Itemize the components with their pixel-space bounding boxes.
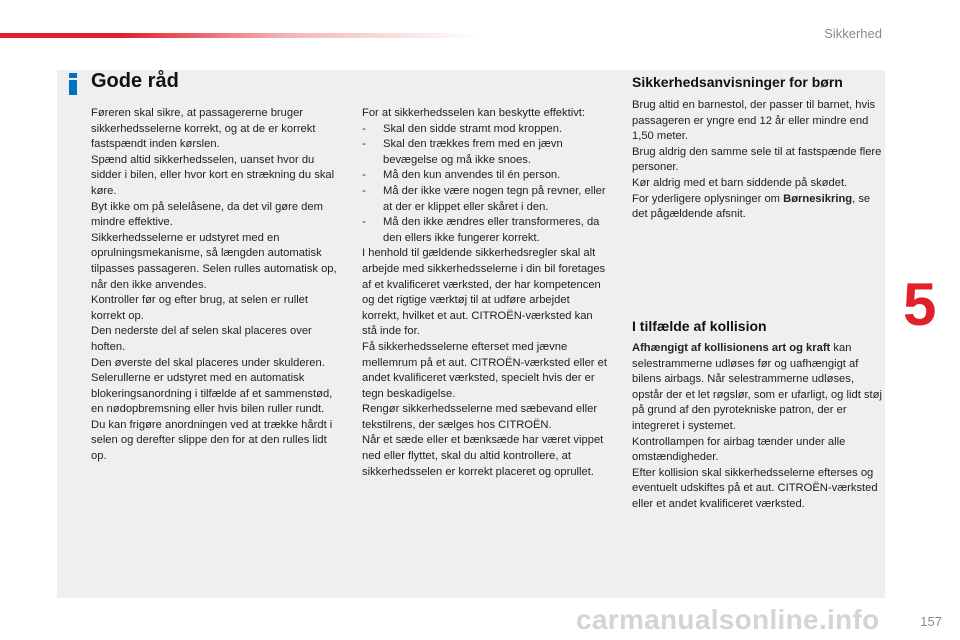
advice-column-2 xyxy=(362,106,608,480)
list-item: - Må den ikke ændres eller transformeres, da den ellers ikke fungerer korrekt. xyxy=(362,216,600,244)
paragraph: Efter kollision skal sikkerhedsselerne efterses og eventuelt udskiftes på et aut. CITROËN-værksted eller et andet kvalificeret værksted. xyxy=(632,466,878,510)
paragraph: Kør aldrig med et barn siddende på skødet. xyxy=(632,176,848,189)
paragraph: I henhold til gældende sikkerhedsregler skal alt arbejde med sikkerhedsselerne i din bil foretages af et kvalificeret værksted, der har kompetencen og det rigtige værktøj til at udføre arbejdet korrekt, hvilket et aut. CITROËN-værksted kan stå inde for. xyxy=(362,247,606,338)
child-safety-link[interactable]: Børnesikring xyxy=(783,192,853,205)
paragraph: Kontroller før og efter brug, at selen er rullet korrekt op. xyxy=(91,294,309,322)
paragraph: Rengør sikkerhedsselerne med sæbevand eller tekstilrens, der sælges hos CITROËN. xyxy=(362,403,598,431)
children-section-body xyxy=(632,98,882,223)
list-item: - Må den kun anvendes til én person. xyxy=(362,169,561,182)
list-item: - Skal den sidde stramt mod kroppen. xyxy=(362,122,563,135)
paragraph: Byt ikke om på selelåsene, da det vil gøre dem mindre effektive. xyxy=(91,200,323,229)
collision-section-body xyxy=(632,341,882,513)
list-item: - Skal den trækkes frem med en jævn bevægelse og må ikke snoes. xyxy=(362,138,563,166)
collision-section-title: I tilfælde af kollision xyxy=(632,318,767,334)
paragraph: Afhængigt af kollisionens art og kraft kan selestrammerne udløses før og uafhængigt af bilens airbags. Når selestrammerne udløses, opstår der et let røgslør, som er ufarligt, og lidt støj på grund af den pyrotekniske patron, der er integreret i systemet. xyxy=(632,342,882,432)
list-item: - Må der ikke være nogen tegn på revner, eller at der er klippet eller skåret i den. xyxy=(362,184,606,213)
info-box-title: Gode råd xyxy=(91,70,179,92)
paragraph: Sikkerhedsselerne er udstyret med en oprulningsmekanisme, så længden automatisk tilpasses passageren. Selen rulles automatisk op, når den ikke anvendes. xyxy=(91,231,337,291)
paragraph: Føreren skal sikre, at passagererne bruger sikkerhedsselerne korrekt, og at de er korrekt fastspændt inden kørslen. xyxy=(91,107,316,151)
info-icon xyxy=(67,73,79,95)
paragraph: Få sikkerhedsselerne efterset med jævne mellemrum på et aut. CITROËN-værksted eller et andet kvalificeret værksted, specielt hvis der er tegn beskadigelse. xyxy=(362,340,607,400)
page-number: 157 xyxy=(920,614,942,629)
watermark: carmanualsonline.info xyxy=(576,604,880,635)
paragraph: Kontrollampen for airbag tænder under alle omstændigheder. xyxy=(632,435,846,464)
paragraph: Den øverste del skal placeres under skulderen. xyxy=(91,356,325,369)
chapter-number: 5 xyxy=(903,271,937,338)
paragraph: Brug aldrig den samme sele til at fastspænde flere personer. xyxy=(632,145,882,174)
section-title: Sikkerhed xyxy=(824,26,882,41)
header-accent-bar xyxy=(0,33,480,38)
paragraph: Selerullerne er udstyret med en automatisk blokeringsanordning i tilfælde af et sammenstød, en nødopbremsning eller hvis bilen ruller rundt. Du kan frigøre anordningen ved at trække hårdt i selen og derefter slippe den for at den rulles lidt op. xyxy=(91,372,333,463)
advice-column-1 xyxy=(91,106,341,465)
paragraph: Den nederste del af selen skal placeres over hoften. xyxy=(91,325,312,353)
paragraph: Spænd altid sikkerhedsselen, uanset hvor du sidder i bilen, eller hvor kort en strækning du skal køre. xyxy=(91,153,335,197)
list-intro: For at sikkerhedsselen kan beskytte effektivt: xyxy=(362,107,586,119)
reference-paragraph: For yderligere oplysninger om Børnesikring, se det pågældende afsnit. xyxy=(632,192,871,221)
children-section-title: Sikkerhedsanvisninger for børn xyxy=(632,74,843,90)
paragraph: Brug altid en barnestol, der passer til barnet, hvis passageren er yngre end 12 år eller mindre end 1,50 meter. xyxy=(632,99,876,143)
paragraph: Når et sæde eller et bænksæde har været vippet ned eller flyttet, skal du altid kontrollere, at sikkerhedsselen er korrekt placeret og oprullet. xyxy=(362,434,604,478)
